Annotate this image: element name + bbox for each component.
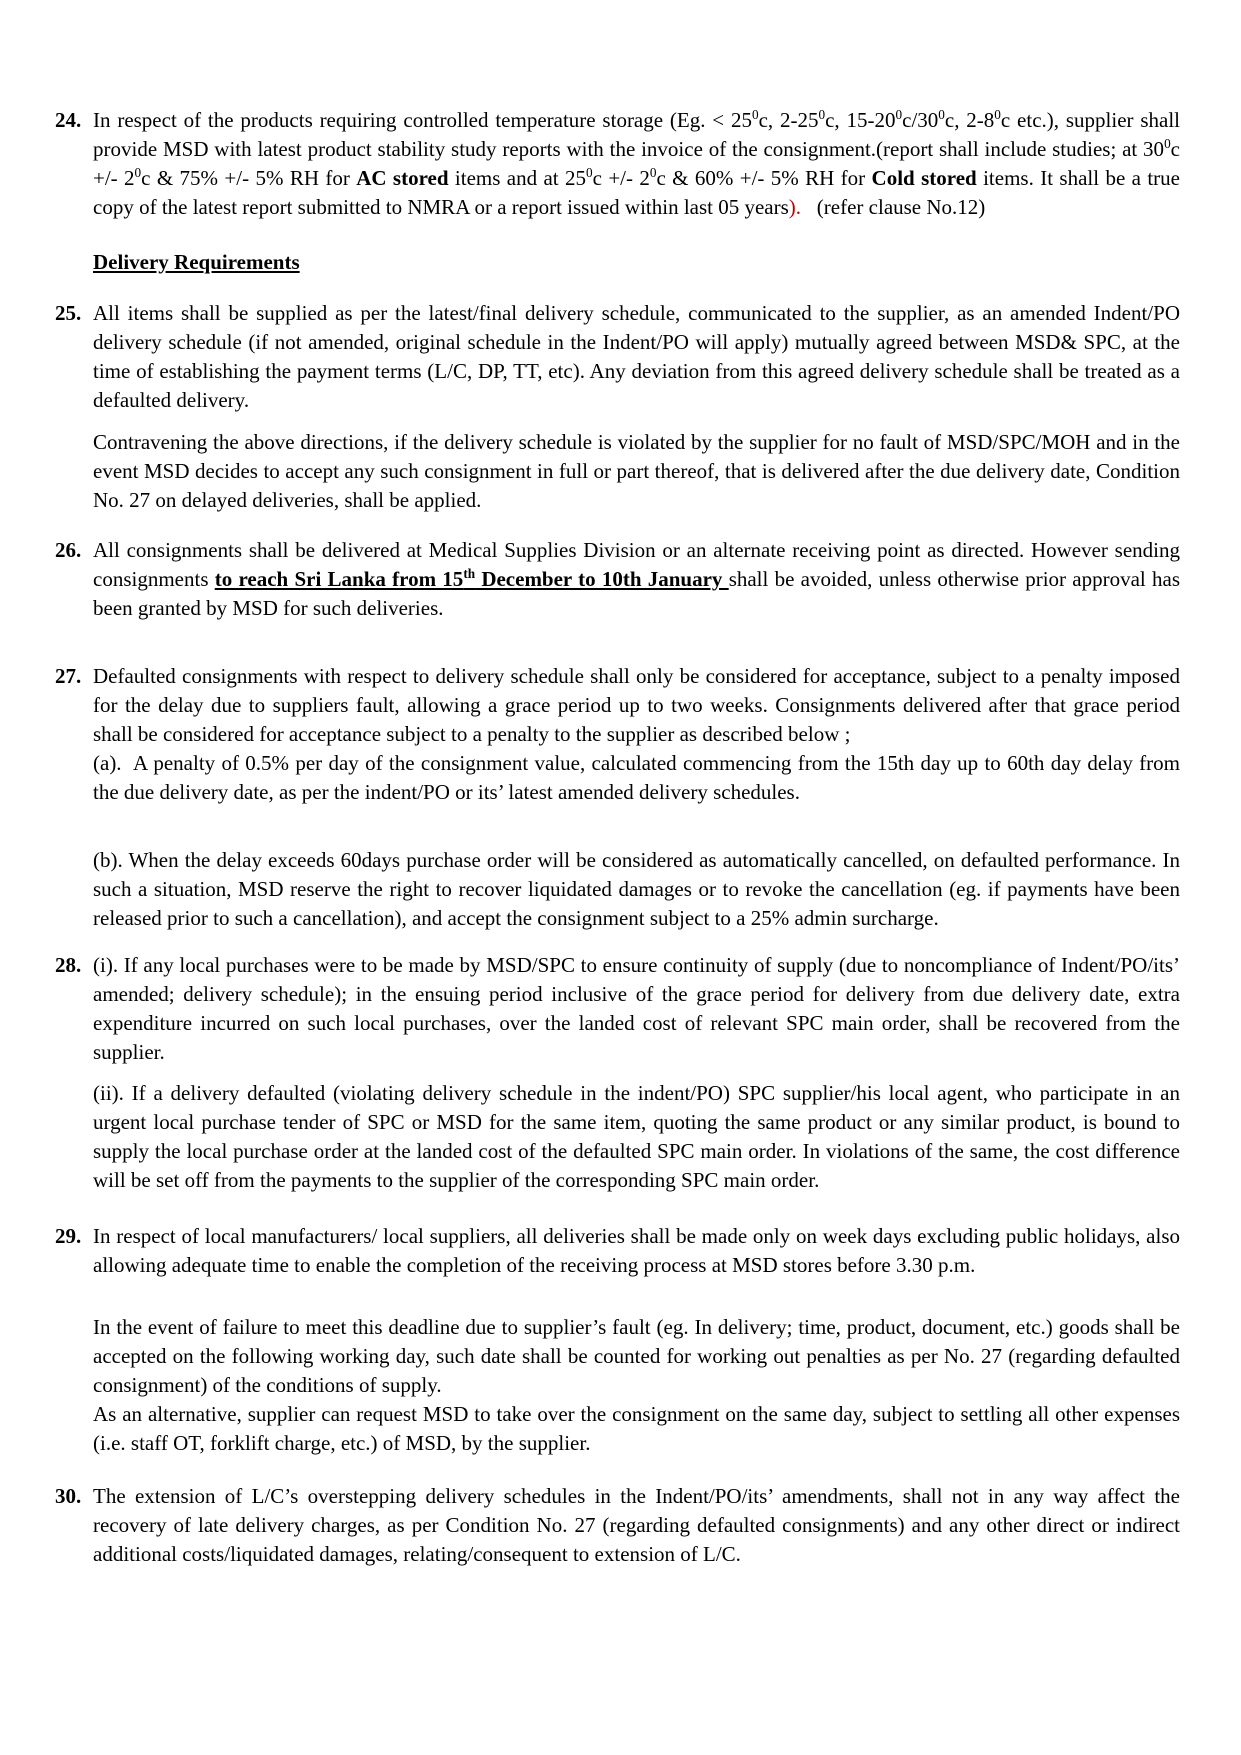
document-body <box>55 106 1180 1569</box>
text-run: c/30 <box>902 108 939 132</box>
text-run: to reach Sri Lanka from 15 <box>214 567 464 591</box>
text-run: c, 2-8 <box>944 108 995 132</box>
text-run: c +/- 2 <box>592 166 650 190</box>
item-number: 25. <box>55 301 82 325</box>
text-run: Delivery Requirements <box>93 250 300 274</box>
text-run: The extension of L/C’s overstepping delivery schedules in the Indent/PO/its’ amendments, shall not in any way affect the recovery of late delivery charges, as per Condition No. 27 (regarding defaulted consignments) and any other direct or indirect additional costs/liquidated damages, relating/consequent to extension of L/C. <box>93 1484 1180 1566</box>
item-number: 30. <box>55 1484 82 1508</box>
text-run: c +/- 2 <box>93 137 1180 190</box>
paragraph-text <box>93 1484 1180 1566</box>
paragraph-text <box>93 538 1180 620</box>
bold-text: Cold stored <box>871 166 977 190</box>
item-number: 27. <box>55 664 82 688</box>
text-run: December to 10th January <box>475 567 729 591</box>
superscript-text: 0 <box>649 165 657 180</box>
paragraph-text <box>93 664 1180 804</box>
text-run: c, 15-20 <box>825 108 896 132</box>
paragraph-text <box>93 1224 1180 1277</box>
superscript-text: 0 <box>895 107 903 122</box>
clause-30 <box>55 1482 1180 1569</box>
clause-25 <box>55 299 1180 415</box>
paragraph-text <box>93 301 1180 412</box>
bold-underline-text <box>215 567 729 591</box>
clause-28-ii <box>93 1079 1180 1195</box>
superscript-text: 0 <box>751 107 759 122</box>
clause-25-continuation <box>93 428 1180 515</box>
text-run: In respect of the products requiring controlled temperature storage (Eg. < 25 <box>93 108 752 132</box>
text-run: c, 2-25 <box>758 108 819 132</box>
clause-28-i <box>55 951 1180 1067</box>
item-number: 29. <box>55 1224 82 1248</box>
text-run: In the event of failure to meet this deadline due to supplier’s fault (eg. In delivery; time, product, document, etc.) goods shall be accepted on the following working day, such date shall be counted for working out penalties as per No. 27 (regarding defaulted consignment) of the conditions of supply. <box>93 1315 1180 1397</box>
clause-27-b <box>93 846 1180 933</box>
text-run: items and at 25 <box>448 166 587 190</box>
superscript-text: 0 <box>994 107 1001 122</box>
text-run: (ii). If a delivery defaulted (violating delivery schedule in the indent/PO) SPC supplier/his local agent, who participate in an urgent local purchase tender of SPC or MSD for the same item, quoting the same product or any similar product, is bound to supply the local purchase order at the landed cost of the defaulted SPC main order. In violations of the same, the cost difference will be set off from the payments to the supplier of the corresponding SPC main order. <box>93 1081 1180 1192</box>
superscript-text: 0 <box>818 107 826 122</box>
text-run: All consignments shall be delivered at Medical Supplies Division or an alternate receiving point as directed. However sending consignments <box>93 538 1180 591</box>
text-run: c & 75% +/- 5% RH for <box>141 166 357 190</box>
clause-29-continuation <box>93 1313 1180 1458</box>
section-heading-delivery-requirements <box>93 248 1180 277</box>
superscript-text: 0 <box>586 165 593 180</box>
text-run: Defaulted consignments with respect to delivery schedule shall only be considered for acceptance, subject to a penalty imposed for the delay due to suppliers fault, allowing a grace period up to two weeks. Consignments delivered after that grace period shall be considered for acceptance subject to a penalty to the supplier as described below ; <box>93 664 1180 746</box>
paragraph-text <box>93 430 1180 512</box>
clause-26 <box>55 536 1180 623</box>
superscript-text: 0 <box>1164 136 1171 151</box>
text-run: In respect of local manufacturers/ local suppliers, all deliveries shall be made only on week days excluding public holidays, also allowing adequate time to enable the completion of the receiving process at MSD stores before 3.30 p.m. <box>93 1224 1180 1277</box>
item-number: 28. <box>55 953 82 977</box>
item-number: 26. <box>55 538 82 562</box>
paragraph-text <box>93 848 1180 930</box>
superscript-text: 0 <box>134 165 142 180</box>
item-number: 24. <box>55 108 82 132</box>
text-run: All items shall be supplied as per the latest/final delivery schedule, communicated to the supplier, as an amended Indent/PO delivery schedule (if not amended, original schedule in the Indent/PO will apply) mutually agreed between MSD& SPC, at the time of establishing the payment terms (L/C, DP, TT, etc). Any deviation from this agreed delivery schedule shall be treated as a defaulted delivery. <box>93 301 1180 412</box>
bold-text: AC stored <box>356 166 449 190</box>
text-run: (b). When the delay exceeds 60days purchase order will be considered as automatically cancelled, on defaulted performance. In such a situation, MSD reserve the right to recover liquidated damages or to revoke the cancellation (eg. if payments have been released prior to such a cancellation), and accept the consignment subject to a 25% admin surcharge. <box>93 848 1180 930</box>
text-run: shall be avoided, unless otherwise prior approval has been granted by MSD for such deliveries. <box>93 567 1180 620</box>
paragraph-text <box>93 1081 1180 1192</box>
clause-24 <box>55 106 1180 222</box>
text-run: (refer clause No.12) <box>801 195 986 219</box>
paragraph-text <box>93 250 300 274</box>
text-run: items. It shall be a true copy of the latest report submitted to NMRA or a report issued within last 05 years <box>93 166 1180 219</box>
superscript-text: 0 <box>938 107 945 122</box>
bold-underline-text <box>93 250 300 274</box>
text-run: As an alternative, supplier can request MSD to take over the consignment on the same day, subject to settling all other expenses (i.e. staff OT, forklift charge, etc.) of MSD, by the supplier. <box>93 1402 1180 1455</box>
paragraph-text <box>93 953 1180 1064</box>
clause-29 <box>55 1222 1180 1280</box>
paragraph-text <box>93 1315 1180 1455</box>
text-run: c etc.), supplier shall provide MSD with latest product stability study reports with the invoice of the consignment.(report shall include studies; at 30 <box>93 108 1180 161</box>
paragraph-text <box>93 108 1180 219</box>
text-run: (a). A penalty of 0.5% per day of the consignment value, calculated commencing from the 15th day up to 60th day delay from the due delivery date, as per the indent/PO or its’ latest amended delivery schedules. <box>93 751 1180 804</box>
red-text: ). <box>788 195 802 219</box>
text-run: (i). If any local purchases were to be made by MSD/SPC to ensure continuity of supply (due to noncompliance of Indent/PO/its’ amended; delivery schedule); in the ensuing period inclusive of the grace period for delivery from due delivery date, extra expenditure incurred on such local purchases, over the landed cost of relevant SPC main order, shall be recovered from the supplier. <box>93 953 1180 1064</box>
text-run: c & 60% +/- 5% RH for <box>656 166 872 190</box>
superscript-text: th <box>463 566 476 581</box>
clause-27 <box>55 662 1180 807</box>
text-run: Contravening the above directions, if the delivery schedule is violated by the supplier for no fault of MSD/SPC/MOH and in the event MSD decides to accept any such consignment in full or part thereof, that is delivered after the due delivery date, Condition No. 27 on delayed deliveries, shall be applied. <box>93 430 1180 512</box>
